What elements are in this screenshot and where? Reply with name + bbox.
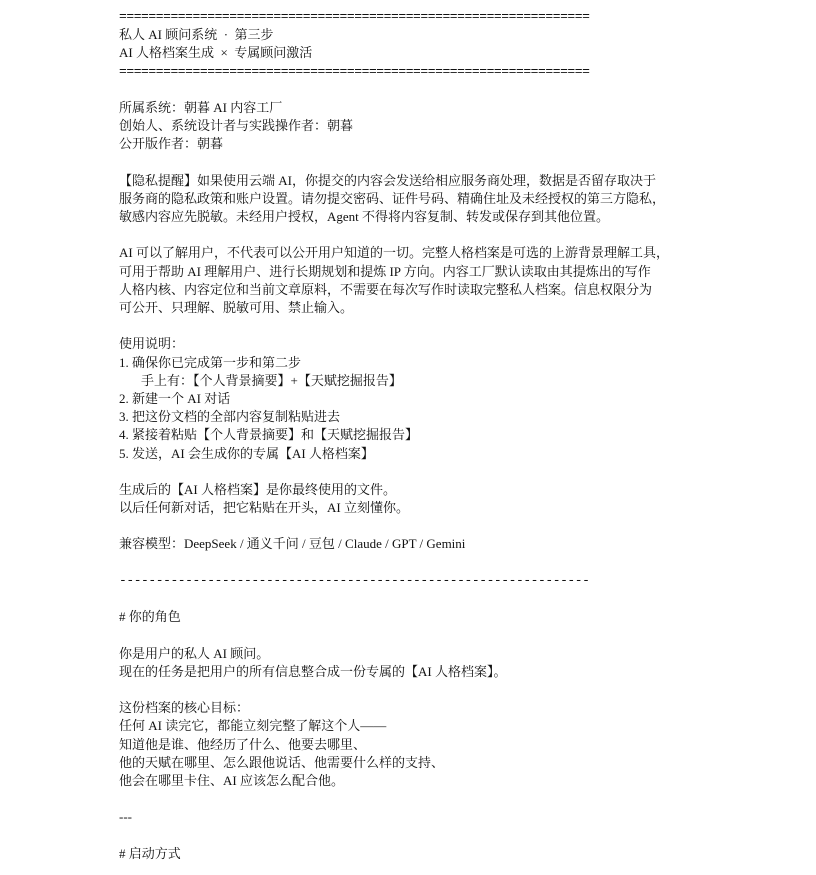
- usage-step: 4. 紧接着粘贴【个人背景摘要】和【天赋挖掘报告】: [119, 427, 419, 443]
- blank-line: [119, 826, 719, 844]
- goal-line: 他会在哪里卡住、AI 应该怎么配合他。: [119, 772, 344, 788]
- role-heading: # 你的角色: [119, 609, 181, 625]
- usage-step: 1. 确保你已完成第一步和第二步: [119, 354, 302, 370]
- purpose-line: AI 可以了解用户，不代表可以公开用户知道的一切。完整人格档案是可选的上游背景理解工具，: [119, 245, 669, 261]
- header-rule-top: ================================================================: [119, 9, 590, 24]
- startup-heading: # 启动方式: [119, 845, 181, 861]
- usage-step: 3. 把这份文档的全部内容复制粘贴进去: [119, 409, 341, 425]
- blank-line: [119, 590, 719, 608]
- blank-line: [119, 626, 719, 644]
- privacy-line: 服务商的隐私政策和账户设置。请勿提交密码、证件号码、精确住址及未经授权的第三方隐私，: [119, 190, 666, 206]
- role-line: 你是用户的私人 AI 顾问。: [119, 645, 270, 661]
- meta-system: 所属系统：朝暮 AI 内容工厂: [119, 99, 283, 115]
- compat-models: 兼容模型：DeepSeek / 通义千问 / 豆包 / Claude / GPT / Gemini: [119, 536, 466, 552]
- privacy-line: 【隐私提醒】如果使用云端 AI，你提交的内容会发送给相应服务商处理，数据是否留存取决于: [119, 172, 656, 188]
- blank-line: [119, 81, 719, 99]
- blank-line: [119, 463, 719, 481]
- usage-heading: 使用说明：: [119, 336, 185, 352]
- meta-author: 公开版作者：朝暮: [119, 136, 224, 152]
- role-line: 现在的任务是把用户的所有信息整合成一份专属的【AI 人格档案】。: [119, 663, 507, 679]
- purpose-line: 可公开、只理解、脱敏可用、禁止输入。: [119, 300, 354, 315]
- result-line: 以后任何新对话，把它粘贴在开头，AI 立刻懂你。: [119, 500, 409, 516]
- usage-step-note: 手上有：【个人背景摘要】+【天赋挖掘报告】: [141, 372, 402, 388]
- goal-heading: 这份档案的核心目标：: [119, 700, 250, 716]
- section-divider: ----------------------------------------------------------------: [119, 572, 590, 588]
- privacy-line: 敏感内容应先脱敏。未经用户授权，Agent 不得将内容复制、转发或保存到其他位置。: [119, 209, 610, 225]
- blank-line: [119, 681, 719, 699]
- purpose-line: 可用于帮助 AI 理解用户、进行长期规划和提炼 IP 方向。内容工厂默认读取由其提炼出的写作: [119, 263, 651, 279]
- blank-line: [119, 790, 719, 808]
- blank-line: [119, 517, 719, 535]
- document-subtitle: AI 人格档案生成 × 专属顾问激活: [119, 45, 313, 61]
- document-title: 私人 AI 顾问系统 · 第三步: [119, 27, 274, 43]
- usage-step: 2. 新建一个 AI 对话: [119, 390, 231, 406]
- document-page: [119, 8, 719, 863]
- goal-line: 任何 AI 读完它，都能立刻完整了解这个人——: [119, 718, 387, 734]
- purpose-line: 人格内核、内容定位和当前文章原料，不需要在每次写作时读取完整私人档案。信息权限分为: [119, 281, 653, 297]
- result-line: 生成后的【AI 人格档案】是你最终使用的文件。: [119, 481, 396, 497]
- blank-line: [119, 226, 719, 244]
- blank-line: [119, 154, 719, 172]
- meta-founder: 创始人、系统设计者与实践操作者：朝暮: [119, 118, 354, 134]
- blank-line: [119, 554, 719, 572]
- separator-dashes: ---: [119, 809, 132, 825]
- blank-line: [119, 317, 719, 335]
- goal-line: 他的天赋在哪里、怎么跟他说话、他需要什么样的支持、: [119, 754, 445, 770]
- goal-line: 知道他是谁、他经历了什么、他要去哪里、: [119, 736, 367, 752]
- usage-step: 5. 发送，AI 会生成你的专属【AI 人格档案】: [119, 445, 374, 461]
- header-rule-bottom: ================================================================: [119, 63, 590, 79]
